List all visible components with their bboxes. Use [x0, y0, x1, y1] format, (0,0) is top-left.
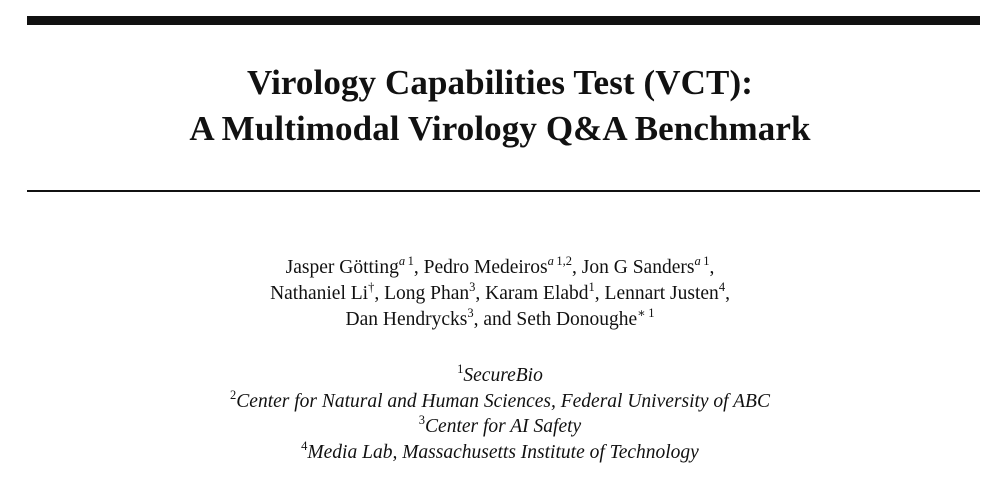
author-name: Jasper Götting — [285, 257, 399, 278]
author-affiliation-marker: ∗ 1 — [637, 306, 655, 320]
author-name: Dan Hendrycks — [345, 309, 468, 330]
affiliation-list — [0, 363, 1000, 465]
author-affiliation-marker: a 1 — [694, 254, 710, 268]
author-list — [0, 255, 1000, 333]
author-name: Pedro Medeiros — [423, 257, 548, 278]
affiliation-name: Center for AI Safety — [425, 416, 582, 437]
author-affiliation-marker: † — [368, 280, 375, 294]
author-line-2: Nathaniel Li†, Long Phan$^3$, Karam Elabd$^1$, Lennart Justen$^4$, — [270, 280, 730, 304]
title-line-2: A Multimodal Virology Q&A Benchmark — [189, 109, 811, 148]
author-affiliation-marker: a 1,2 — [547, 254, 573, 268]
affiliation-3 — [0, 414, 1000, 440]
affiliation-number: 4 — [301, 438, 308, 453]
author-name: Seth Donoughe — [516, 309, 638, 330]
affiliation-name: Center for Natural and Human Sciences, Federal University of ABC — [236, 390, 770, 412]
author-line-1: Jasper Götting$^{a 1}$, Pedro Medeiros$^{a 1,2}$, Jon G Sanders$^{a 1}$, — [285, 254, 715, 278]
affiliation-number: 1 — [457, 362, 464, 376]
affiliation-number: 3 — [418, 413, 426, 427]
author-name: Karam Elabd — [485, 283, 589, 304]
author-affiliation-marker: 1 — [588, 280, 595, 294]
author-affiliation-marker: 3 — [469, 280, 476, 294]
author-name: Nathaniel Li — [270, 283, 369, 304]
affiliation-number: 2 — [230, 387, 237, 402]
affiliation-4 — [0, 440, 1000, 466]
affiliation-name: SecureBio — [463, 365, 543, 386]
affiliation-1 — [0, 363, 1000, 389]
affiliation-name: Media Lab, Massachusetts Institute of Technology — [307, 441, 699, 463]
affiliation-2 — [0, 389, 1000, 415]
author-name: Lennart Justen — [604, 283, 719, 304]
bottom-rule — [27, 190, 980, 192]
author-line-3: Dan Hendrycks$^3$, and Seth Donoughe$^{∗ 1}$ — [345, 306, 655, 330]
author-name: Long Phan — [384, 283, 470, 304]
author-affiliation-marker: a 1 — [398, 254, 414, 268]
top-rule — [27, 16, 980, 25]
paper-title — [0, 60, 1000, 152]
author-affiliation-marker: 4 — [718, 280, 726, 294]
author-name: Jon G Sanders — [581, 257, 695, 278]
title-line-1: Virology Capabilities Test (VCT): — [247, 63, 753, 102]
author-affiliation-marker: 3 — [467, 306, 474, 320]
